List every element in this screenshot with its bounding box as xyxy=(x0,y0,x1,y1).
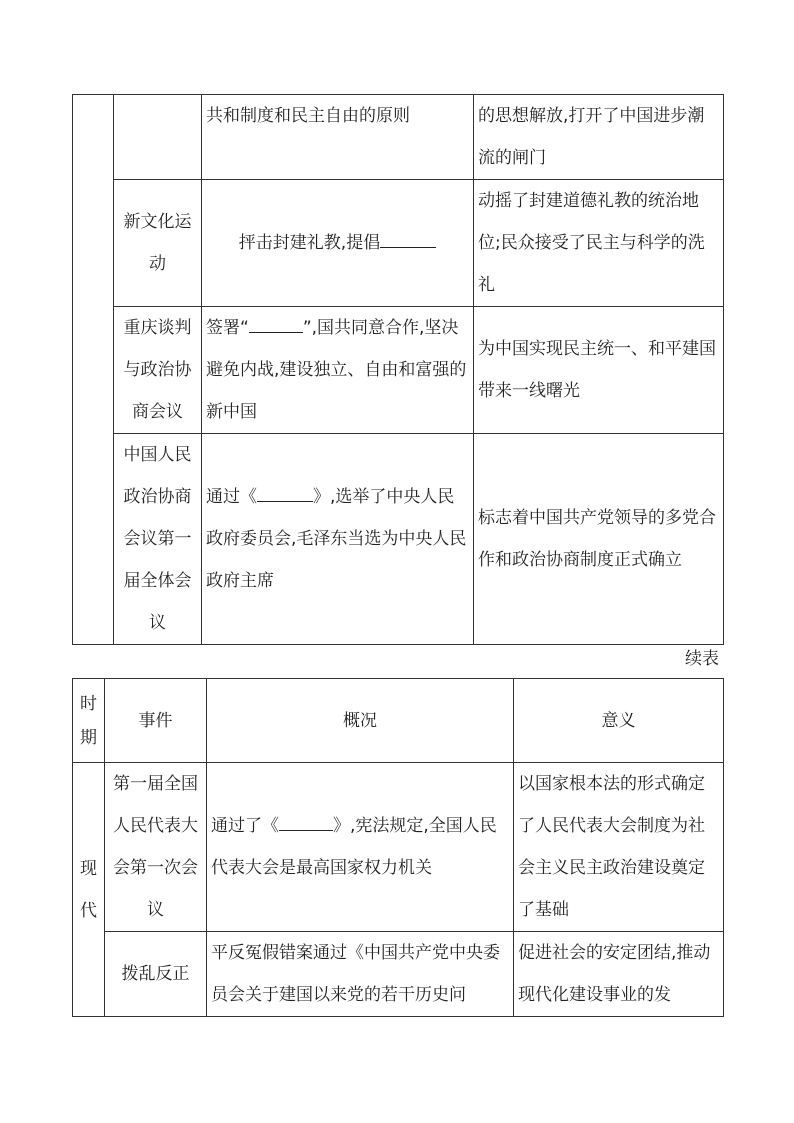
overview-cell xyxy=(202,307,474,434)
table-header-row xyxy=(73,679,724,763)
overview-cell xyxy=(202,434,474,645)
overview-cell: 共和制度和民主自由的原则 xyxy=(202,95,474,180)
overview-cell xyxy=(202,180,474,307)
event-cell: 重庆谈判与政治协商会议 xyxy=(114,307,202,434)
overview-text: 》,宪法规定,全国人民代表大会是最高国家权力机关 xyxy=(211,816,497,878)
significance-cell: 动摇了封建道德礼教的统治地位;民众接受了民主与科学的洗礼 xyxy=(474,180,724,307)
significance-cell: 的思想解放,打开了中国进步潮流的闸门 xyxy=(474,95,724,180)
header-period: 时期 xyxy=(73,679,105,763)
header-overview: 概况 xyxy=(207,679,514,763)
header-event: 事件 xyxy=(105,679,207,763)
overview-text: 签署“ xyxy=(206,318,249,338)
overview-text: 通过《 xyxy=(206,487,257,507)
overview-cell xyxy=(207,763,514,932)
period-cell: 现代 xyxy=(73,763,105,1017)
table-row xyxy=(73,180,724,307)
overview-cell: 平反冤假错案通过《中国共产党中央委员会关于建国以来党的若干历史问 xyxy=(207,932,514,1017)
fill-blank xyxy=(249,315,303,333)
fill-blank xyxy=(257,484,313,502)
table-row xyxy=(73,932,724,1017)
history-table-part2 xyxy=(72,678,724,1017)
significance-cell: 以国家根本法的形式确定了人民代表大会制度为社会主义民主政治建设奠定了基础 xyxy=(514,763,724,932)
header-significance: 意义 xyxy=(514,679,724,763)
period-cell xyxy=(73,95,114,645)
overview-text: 抨击封建礼教,提倡 xyxy=(238,233,381,253)
table-row xyxy=(73,307,724,434)
significance-cell: 促进社会的安定团结,推动现代化建设事业的发 xyxy=(514,932,724,1017)
event-cell: 中国人民政治协商会议第一届全体会议 xyxy=(114,434,202,645)
table-row xyxy=(73,763,724,932)
fill-blank xyxy=(380,230,436,248)
overview-text: 》,选举了中央人民政府委员会,毛泽东当选为中央人民政府主席 xyxy=(206,487,467,591)
event-cell: 第一届全国人民代表大会第一次会议 xyxy=(105,763,207,932)
significance-cell: 为中国实现民主统一、和平建国带来一线曙光 xyxy=(474,307,724,434)
table-row xyxy=(73,434,724,645)
fill-blank xyxy=(279,813,333,831)
overview-text: 通过了《 xyxy=(211,816,279,836)
event-cell: 新文化运动 xyxy=(114,180,202,307)
event-cell xyxy=(114,95,202,180)
table-row xyxy=(73,95,724,180)
history-table-part1 xyxy=(72,94,724,645)
overview-text: ”,国共同意合作,坚决避免内战,建设独立、自由和富强的新中国 xyxy=(206,318,467,422)
significance-cell: 标志着中国共产党领导的多党合作和政治协商制度正式确立 xyxy=(474,434,724,645)
event-cell: 拨乱反正 xyxy=(105,932,207,1017)
table-continued-caption: 续表 xyxy=(685,649,719,669)
